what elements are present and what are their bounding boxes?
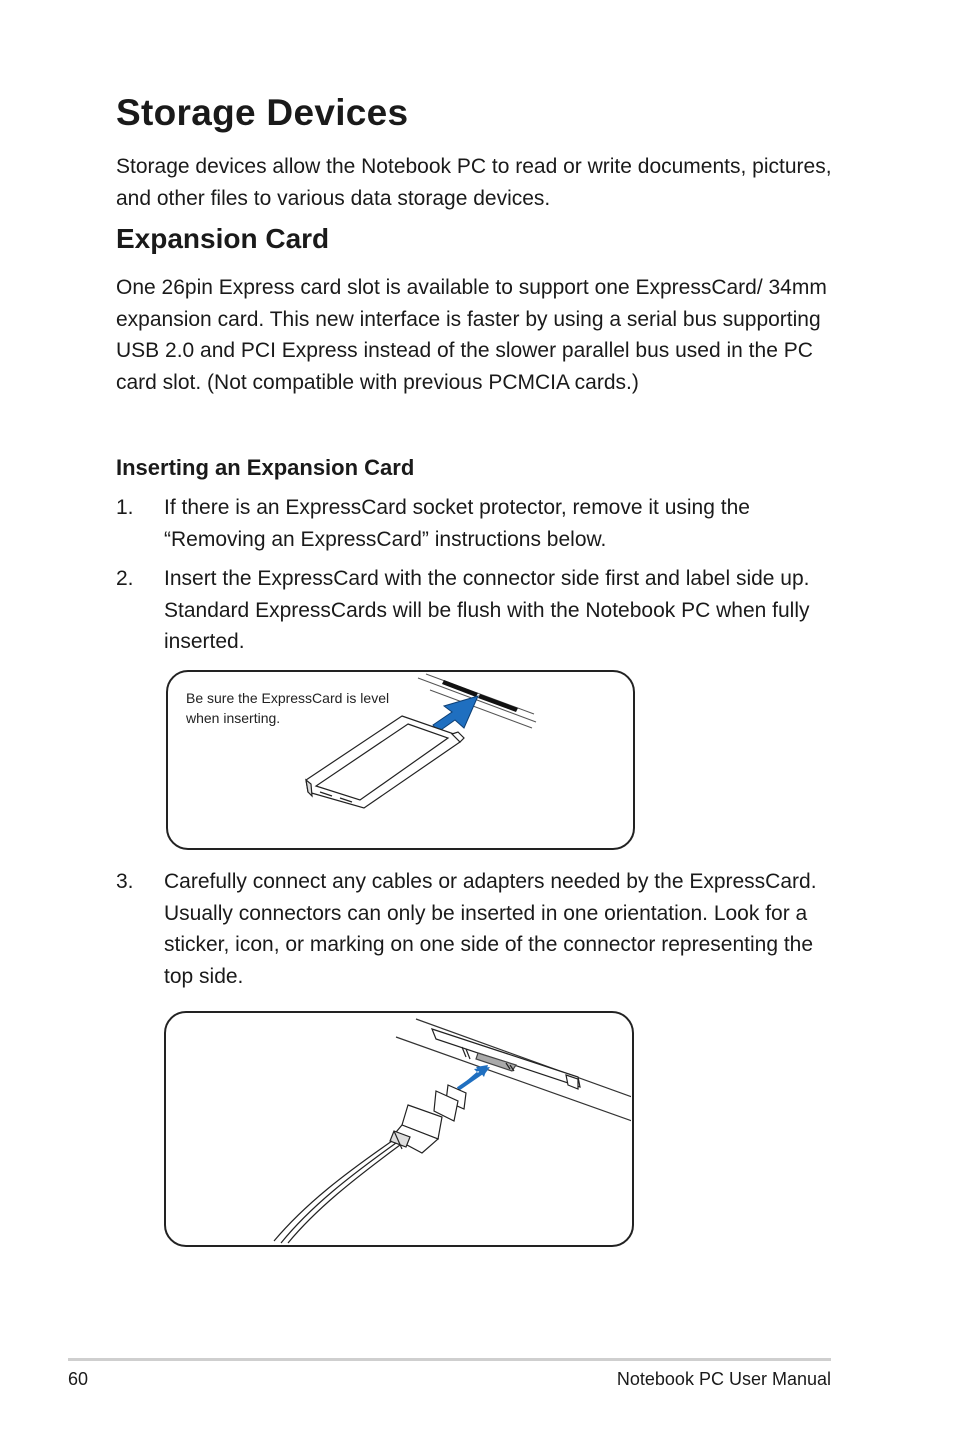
expresscard-slot-icon xyxy=(432,1029,580,1089)
expresscard-insert-figure xyxy=(166,670,635,850)
page-title: Storage Devices xyxy=(116,92,409,133)
step-number: 2. xyxy=(116,567,134,590)
expansion-card-heading: Expansion Card xyxy=(116,223,330,254)
expresscard-insert-illustration xyxy=(168,672,632,847)
step-text: Insert the ExpressCard with the connector side first and label side up. Standard ExpressCards will be flush with the Notebook PC when fully inserted. xyxy=(164,567,810,653)
footer-divider xyxy=(68,1358,831,1361)
cable-line xyxy=(274,1141,400,1243)
expansion-card-description: One 26pin Express card slot is available to support one ExpressCard/ 34mm expansion card. This new interface is faster by using a serial bus supporting USB 2.0 and PCI Express instead of the slower parallel bus used in the PC card slot. (Not compatible with previous PCMCIA cards.) xyxy=(116,276,827,394)
manual-title: Notebook PC User Manual xyxy=(616,1369,831,1389)
insert-arrow-icon xyxy=(433,696,478,732)
figure-caption: Be sure the ExpressCard is level when inserting. xyxy=(186,690,390,726)
step-number: 1. xyxy=(116,496,134,519)
step-text: If there is an ExpressCard socket protector, remove it using the “Removing an ExpressCard” instructions below. xyxy=(164,496,750,551)
slot-edge-lines xyxy=(418,674,536,728)
page-number: 60 xyxy=(68,1369,89,1389)
expresscard-icon xyxy=(306,716,464,808)
step-number: 3. xyxy=(116,870,134,893)
cable-connect-illustration xyxy=(166,1013,631,1244)
inserting-heading: Inserting an Expansion Card xyxy=(116,455,415,480)
cable-connector-icon xyxy=(390,1085,466,1153)
intro-paragraph: Storage devices allow the Notebook PC to read or write documents, pictures, and other files to various data storage devices. xyxy=(116,155,832,210)
connect-arrow-icon xyxy=(458,1065,490,1089)
cable-connect-figure xyxy=(164,1011,634,1247)
step-text: Carefully connect any cables or adapters needed by the ExpressCard. Usually connectors can only be inserted in one orientation. Look for a sticker, icon, or marking on one side of the connector representing the top side. xyxy=(164,870,817,988)
